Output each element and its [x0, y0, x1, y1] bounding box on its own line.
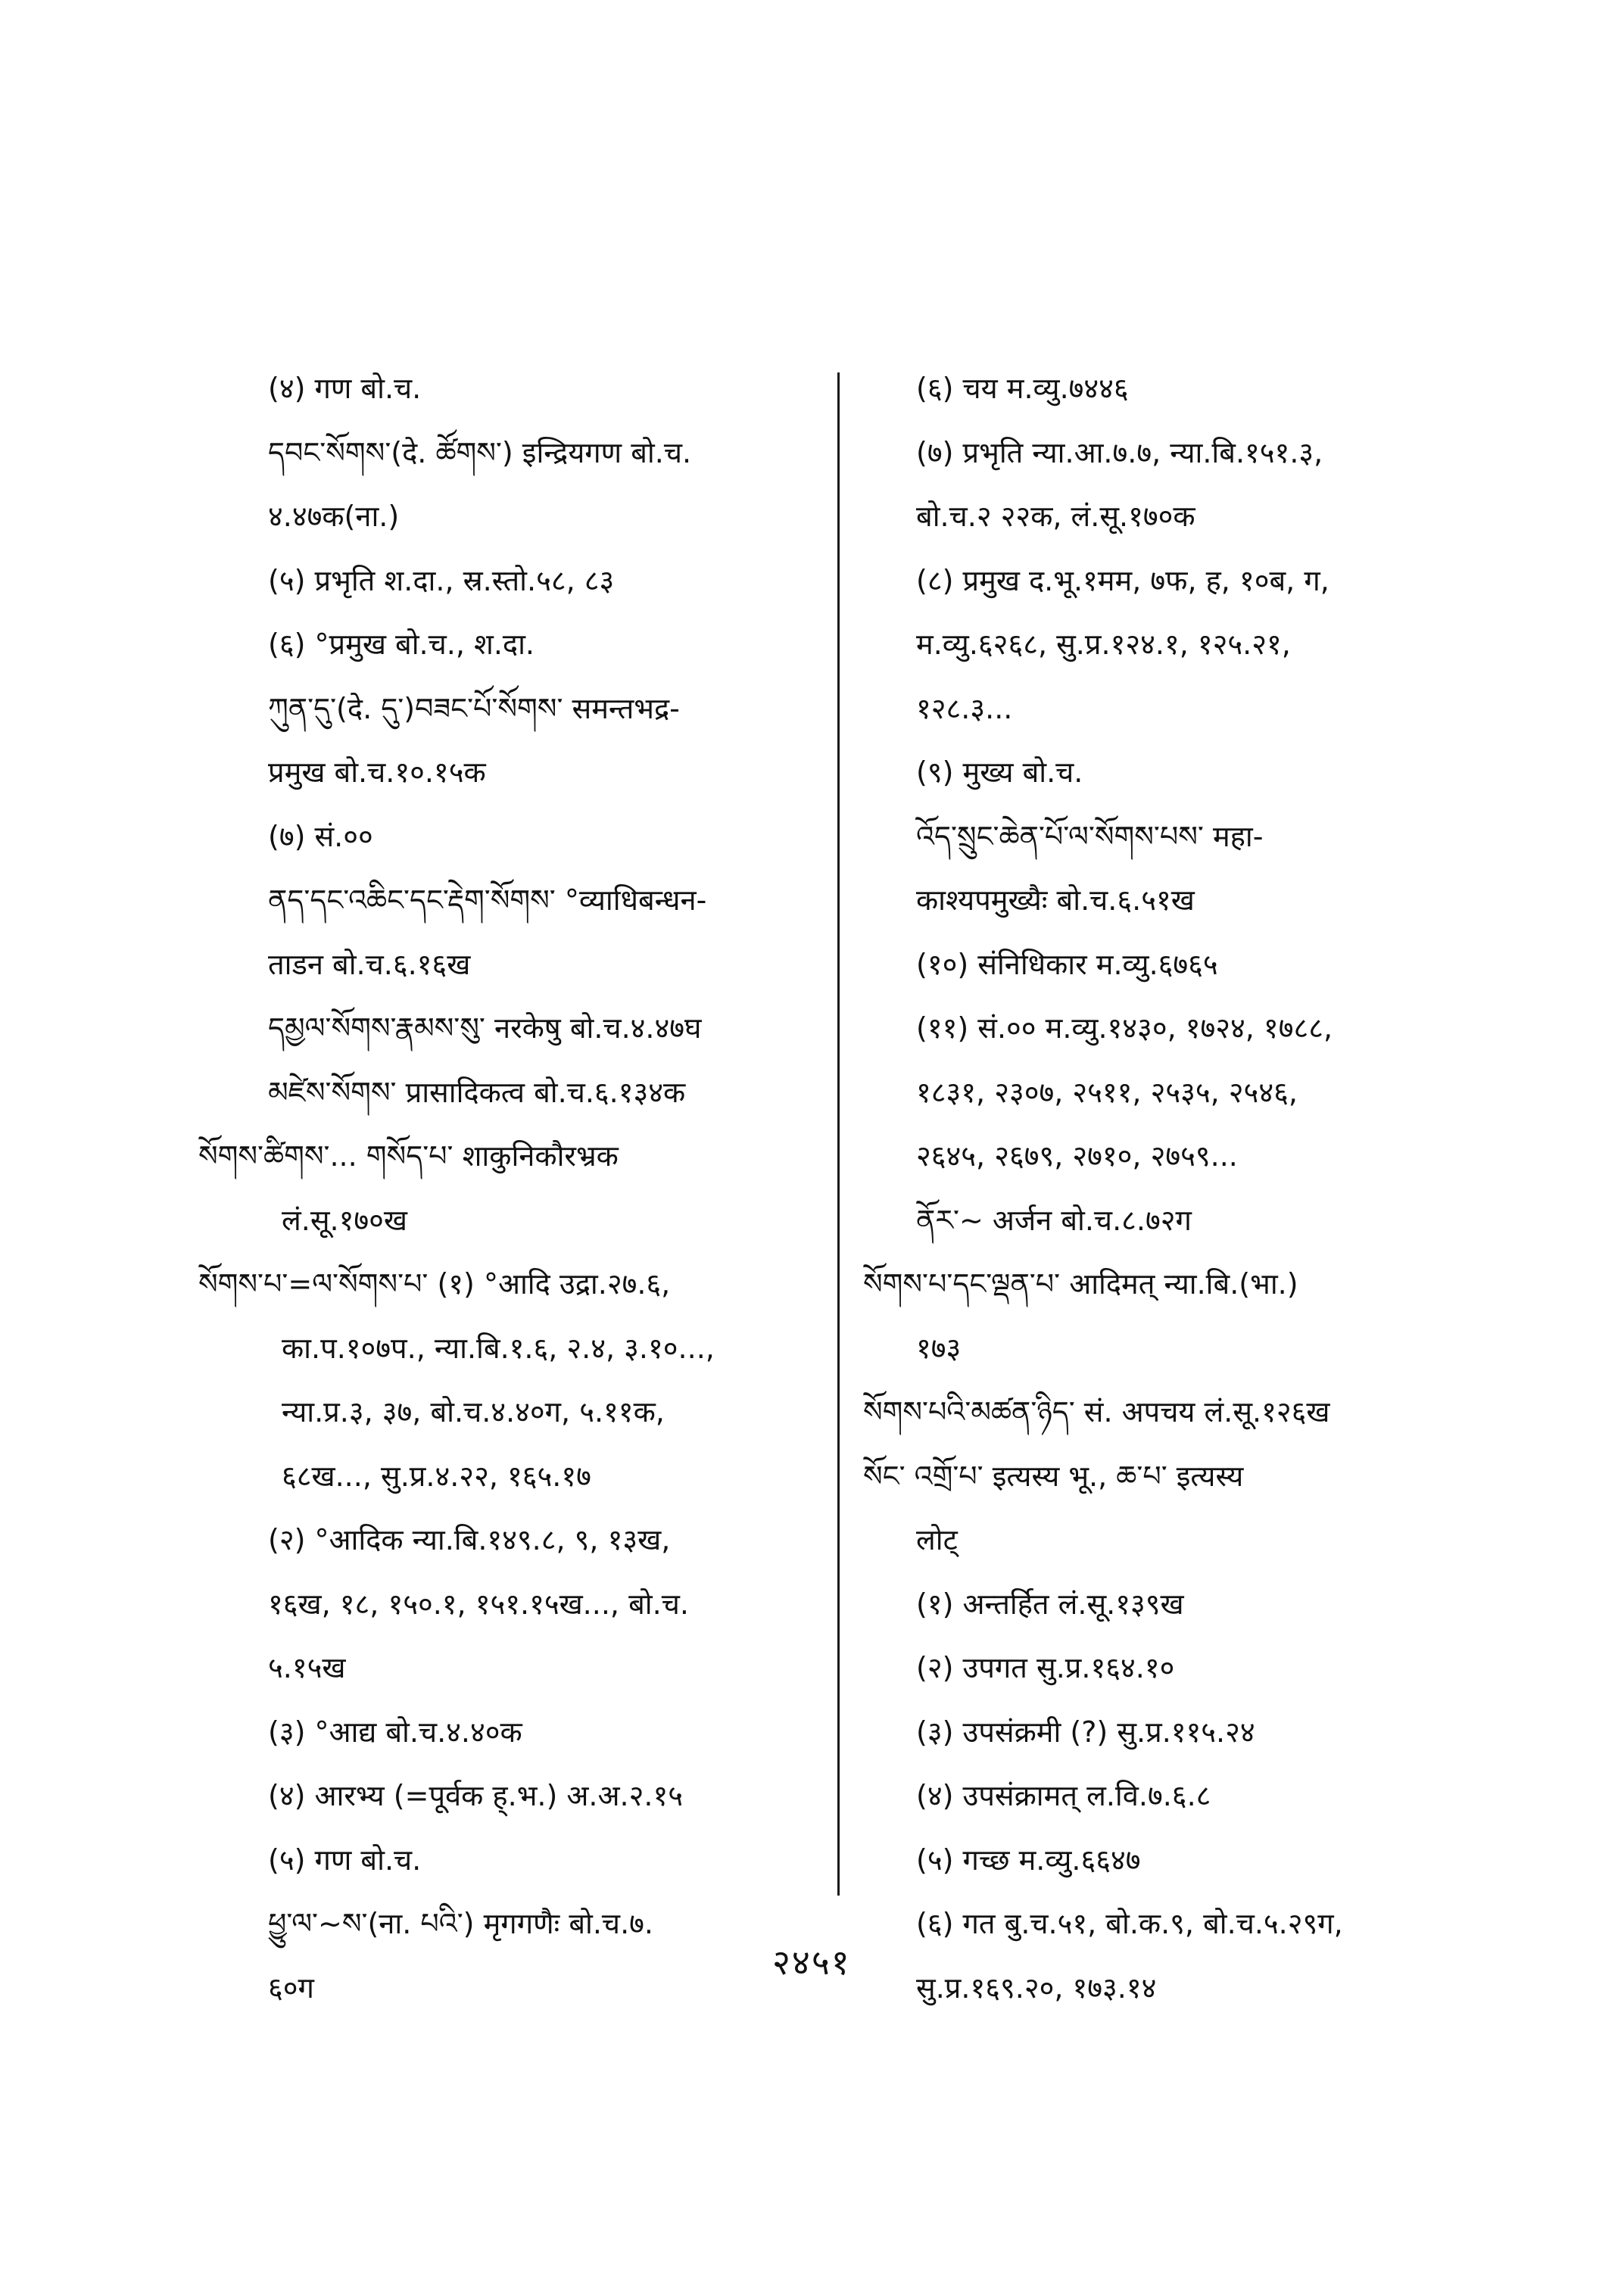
dictionary-line: ६८ख..., सु.प्र.४.२२, १६५.१७: [282, 1459, 591, 1493]
dictionary-line: (६) °प्रमुख बो.च., श.दा.: [268, 628, 535, 661]
dictionary-line: ནད་དང་འཆིང་དང་རྡེག་སོགས་ °व्याधिबन्धन-: [268, 883, 707, 917]
dictionary-line: དབང་སོགས་(दे. ཚོགས་) इन्द्रियगण बो.च.: [268, 435, 692, 469]
dictionary-line: སོང་ འགྲོ་པ་ इत्यस्य भू., ཆ་པ་ इत्यस्य: [863, 1459, 1244, 1493]
dictionary-line: १८३१, २३०७, २५११, २५३५, २५४६,: [916, 1075, 1298, 1109]
dictionary-line: (४) उपसंक्रामत् ल.वि.७.६.८: [916, 1779, 1211, 1812]
dictionary-line: लोट्: [916, 1523, 958, 1556]
dictionary-line: १६ख, १८, १५०.१, १५१.१५ख..., बो.च.: [268, 1587, 689, 1621]
page-number: २४५१: [772, 1942, 851, 1983]
dictionary-line: बो.च.२ २२क, लं.सू.१७०क: [916, 500, 1195, 533]
dictionary-line: (२) °आदिक न्या.बि.१४९.८, ९, १३ख,: [268, 1523, 671, 1556]
dictionary-line: (११) सं.०० म.व्यु.१४३०, १७२४, १७८८,: [916, 1011, 1333, 1045]
dictionary-line: (१०) संनिधिकार म.व्यु.६७६५: [916, 947, 1218, 981]
dictionary-line: སོགས་པ་དང་ལྡན་པ་ आदिमत् न्या.बि.(भा.): [863, 1267, 1298, 1301]
dictionary-line: लं.सू.१७०ख: [282, 1203, 407, 1237]
dictionary-line: དམྱལ་སོགས་རྣམས་སུ་ नरकेषु बो.च.४.४७घ: [268, 1011, 702, 1045]
dictionary-line: न्या.प्र.३, ३७, बो.च.४.४०ग, ५.११क,: [282, 1395, 665, 1428]
dictionary-line: (७) प्रभृति न्या.आ.७.७, न्या.बि.१५१.३,: [916, 435, 1323, 469]
dictionary-line: काश्यपमुख्यैः बो.च.६.५१ख: [916, 883, 1195, 917]
dictionary-line: འོད་སྲུང་ཆེན་པོ་ལ་སོགས་པས་ महा-: [916, 819, 1264, 853]
dictionary-line: १२८.३...: [916, 691, 1013, 725]
dictionary-line: ५.१५ख: [268, 1651, 346, 1684]
dictionary-line: (४) गण बो.च.: [268, 372, 422, 405]
dictionary-line: प्रमुख बो.च.१०.१५क: [268, 756, 486, 789]
column-divider: [837, 372, 840, 1896]
dictionary-line: སོགས་ཚིགས་... གསོད་པ་ शाकुनिकौरभ्रक: [198, 1139, 619, 1173]
dictionary-line: (१) अन्तर्हित लं.सू.१३९ख: [916, 1587, 1184, 1621]
dictionary-line: म.व्यु.६२६८, सु.प्र.१२४.१, १२५.२१,: [916, 628, 1291, 661]
dictionary-line: (४) आरभ्य (=पूर्वक ह्.भ.) अ.अ.२.१५: [268, 1779, 683, 1812]
dictionary-line: ६०ग: [268, 1971, 314, 2005]
dictionary-line: (६) चय म.व्यु.७४४६: [916, 372, 1129, 405]
dictionary-line: का.प.१०७प., न्या.बि.१.६, २.४, ३.१०...,: [282, 1331, 715, 1365]
dictionary-line: २६४५, २६७९, २७१०, २७५९...: [916, 1139, 1238, 1173]
dictionary-line: (३) उपसंक्रमी (?) सु.प्र.११५.२४: [916, 1715, 1255, 1749]
dictionary-line: སོགས་པ་=ལ་སོགས་པ་ (१) °आदि उद्रा.२७.६,: [198, 1267, 671, 1301]
dictionary-line: (९) मुख्य बो.च.: [916, 756, 1083, 789]
dictionary-line: ताडन बो.च.६.१६ख: [268, 947, 471, 981]
dictionary-line: སོགས་པའི་མཚན་ཉིད་ सं. अपचय लं.सू.१२६ख: [863, 1395, 1330, 1428]
dictionary-line: १७३: [916, 1331, 962, 1365]
dictionary-line: (५) गच्छ म.व्यु.६६४७: [916, 1843, 1141, 1877]
dictionary-line: (६) गत बु.च.५१, बो.क.९, बो.च.५.२९ग,: [916, 1907, 1343, 1940]
dictionary-line: (५) प्रभृति श.दा., स्र.स्तो.५८, ८३: [268, 563, 615, 597]
dictionary-line: ཕྱུ་ལ་~ས་(ना. པའི་) मृगगणैः बो.च.७.: [268, 1907, 653, 1940]
dictionary-line: (५) गण बो.च.: [268, 1843, 422, 1877]
dictionary-line: མཛེས་སོགས་ प्रासादिकत्व बो.च.६.१३४क: [268, 1075, 686, 1109]
dictionary-line: (८) प्रमुख द.भू.१मम, ७फ, ह, १०ब, ग,: [916, 563, 1329, 597]
dictionary-line: (२) उपगत सु.प्र.१६४.१०: [916, 1651, 1175, 1684]
dictionary-line: ཀུན་དུ་(दे. དུ་)བཟང་པོ་སོགས་ समन्तभद्र-: [268, 691, 680, 725]
dictionary-line: ४.४७क(ना.): [268, 500, 400, 533]
dictionary-line: ནོར་~ अर्जन बो.च.८.७२ग: [916, 1203, 1192, 1237]
dictionary-line: (३) °आद्य बो.च.४.४०क: [268, 1715, 522, 1749]
dictionary-line: (७) सं.००: [268, 819, 373, 853]
dictionary-line: सु.प्र.१६९.२०, १७३.१४: [916, 1971, 1157, 2005]
